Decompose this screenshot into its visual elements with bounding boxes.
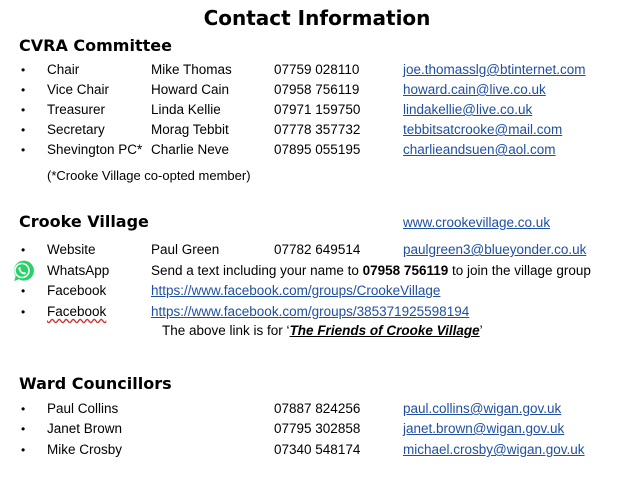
page-title: Contact Information bbox=[203, 6, 431, 30]
councillor-email-link[interactable]: janet.brown@wigan.gov.uk bbox=[403, 421, 565, 436]
facebook-label: Facebook bbox=[47, 304, 107, 319]
committee-role: Treasurer bbox=[47, 102, 106, 117]
committee-phone: 07759 028110 bbox=[274, 62, 360, 77]
whatsapp-icon bbox=[10, 259, 34, 283]
bullet: • bbox=[21, 83, 26, 97]
committee-name: Morag Tebbit bbox=[151, 122, 229, 137]
facebook-label: Facebook bbox=[47, 283, 107, 298]
friends-note bbox=[162, 323, 483, 338]
committee-email-link[interactable]: charlieandsuen@aol.com bbox=[403, 142, 556, 157]
committee-name: Linda Kellie bbox=[151, 102, 221, 117]
friends-group-name: The Friends of Crooke Village bbox=[289, 323, 480, 338]
website-contact-phone: 07782 649514 bbox=[274, 242, 361, 257]
bullet: • bbox=[21, 305, 26, 319]
bullet: • bbox=[21, 123, 26, 137]
committee-email-link[interactable]: lindakellie@live.co.uk bbox=[403, 102, 533, 117]
councillor-name: Janet Brown bbox=[47, 421, 123, 436]
councillor-email-link[interactable]: paul.collins@wigan.gov.uk bbox=[403, 401, 562, 416]
whatsapp-instructions bbox=[151, 263, 591, 278]
whatsapp-text-after: to join the village group bbox=[448, 263, 591, 278]
website-contact-name: Paul Green bbox=[151, 242, 220, 257]
whatsapp-label: WhatsApp bbox=[47, 263, 110, 278]
committee-phone: 07971 159750 bbox=[274, 102, 361, 117]
bullet: • bbox=[21, 103, 26, 117]
bullet: • bbox=[21, 284, 26, 298]
village-website-link[interactable]: www.crookevillage.co.uk bbox=[403, 215, 551, 230]
councillor-name: Paul Collins bbox=[47, 401, 119, 416]
whatsapp-text-before: Send a text including your name to bbox=[151, 263, 363, 278]
website-contact-email-link[interactable]: paulgreen3@blueyonder.co.uk bbox=[403, 242, 587, 257]
committee-name: Mike Thomas bbox=[151, 62, 232, 77]
committee-phone: 07895 055195 bbox=[274, 142, 361, 157]
committee-email-link[interactable]: howard.cain@live.co.uk bbox=[403, 82, 546, 97]
committee-heading: CVRA Committee bbox=[19, 36, 172, 55]
committee-name: Charlie Neve bbox=[151, 142, 230, 157]
committee-phone: 07958 756119 bbox=[274, 82, 360, 97]
website-label: Website bbox=[47, 242, 96, 257]
committee-email-link[interactable]: joe.thomasslg@btinternet.com bbox=[403, 62, 586, 77]
committee-role: Shevington PC* bbox=[47, 142, 143, 157]
bullet: • bbox=[21, 422, 26, 436]
facebook-group-link[interactable]: https://www.facebook.com/groups/CrookeVillage bbox=[151, 283, 441, 298]
councillor-phone: 07340 548174 bbox=[274, 442, 361, 457]
bullet: • bbox=[21, 143, 26, 157]
councillors-heading: Ward Councillors bbox=[19, 374, 172, 393]
committee-name: Howard Cain bbox=[151, 82, 230, 97]
committee-role: Vice Chair bbox=[47, 82, 110, 97]
facebook-friends-link[interactable]: https://www.facebook.com/groups/385371925598194 bbox=[151, 304, 470, 319]
committee-role: Secretary bbox=[47, 122, 105, 137]
councillor-email-link[interactable]: michael.crosby@wigan.gov.uk bbox=[403, 442, 585, 457]
councillor-name: Mike Crosby bbox=[47, 442, 123, 457]
councillor-phone: 07887 824256 bbox=[274, 401, 361, 416]
friends-note-suffix: ’ bbox=[479, 323, 483, 338]
whatsapp-number: 07958 756119 bbox=[362, 263, 449, 278]
friends-note-prefix: The above link is for ‘ bbox=[162, 323, 290, 338]
committee-email-link[interactable]: tebbitsatcrooke@mail.com bbox=[403, 122, 563, 137]
co-opted-note: (*Crooke Village co-opted member) bbox=[47, 168, 251, 183]
bullet: • bbox=[21, 402, 26, 416]
village-heading: Crooke Village bbox=[19, 212, 149, 231]
councillor-phone: 07795 302858 bbox=[274, 421, 361, 436]
committee-phone: 07778 357732 bbox=[274, 122, 361, 137]
committee-role: Chair bbox=[47, 62, 80, 77]
bullet: • bbox=[21, 243, 26, 257]
bullet: • bbox=[21, 443, 26, 457]
bullet: • bbox=[21, 63, 26, 77]
